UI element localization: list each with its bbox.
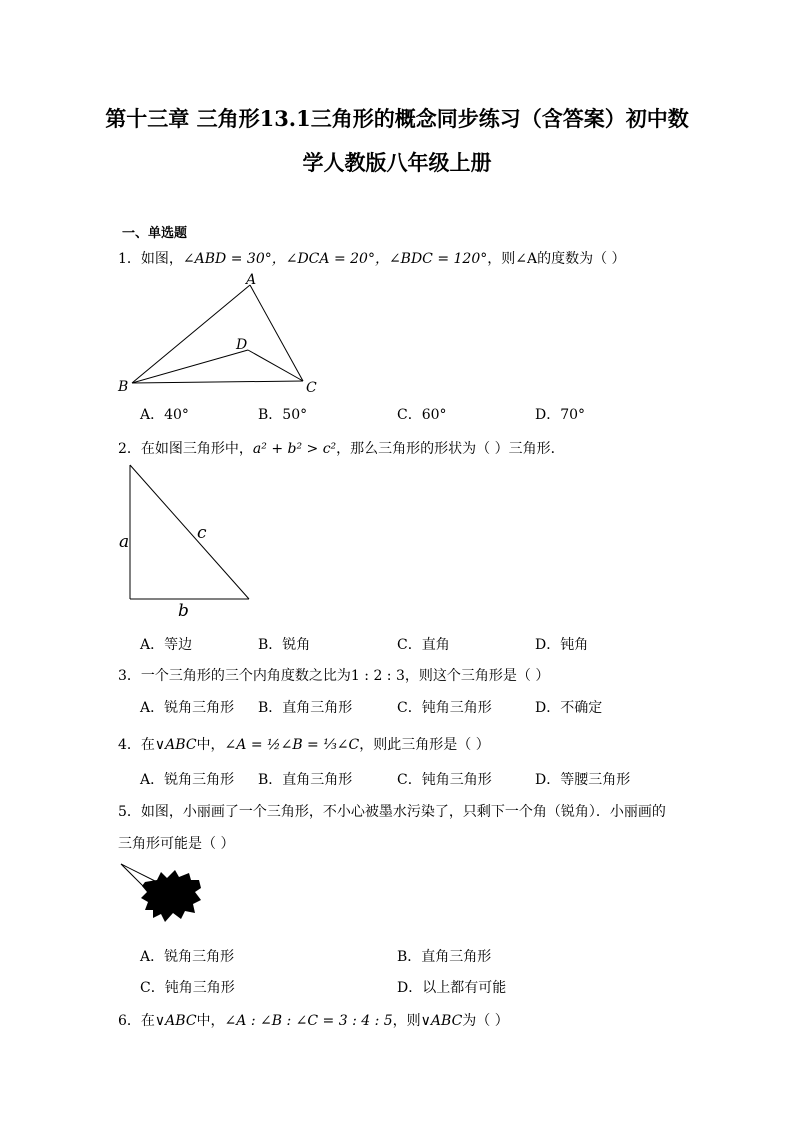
q1-label-d: D bbox=[236, 337, 248, 353]
q1-math: ∠ABD = 30°，∠DCA = 20°，∠BDC = 120° bbox=[182, 251, 488, 267]
q6-math-ratio: ∠A : ∠B : ∠C = 3 : 4 : 5 bbox=[224, 1013, 393, 1029]
q1-label-a: A bbox=[246, 272, 257, 288]
q4-option-a: A．锐角三角形 bbox=[140, 772, 235, 788]
q4-math-angles: ∠A = ½∠B = ⅓∠C bbox=[224, 737, 360, 753]
q5-option-a: A．锐角三角形 bbox=[140, 949, 235, 965]
q5-option-d: D．以上都有可能 bbox=[397, 980, 507, 996]
q1-triangle-figure bbox=[110, 272, 330, 397]
question-5-line2: 三角形可能是（ ） bbox=[118, 836, 235, 852]
q3-option-c: C．钝角三角形 bbox=[397, 700, 492, 716]
q1-option-b: B．50° bbox=[258, 407, 308, 423]
document-title-line2: 学人教版八年级上册 bbox=[302, 150, 492, 175]
q4-math-triangle: ∨ABC bbox=[154, 737, 197, 753]
q2-label-b: b bbox=[178, 601, 189, 620]
question-2: 2．在如图三角形中，a² + b² > c²，那么三角形的形状为（ ）三角形． bbox=[118, 441, 565, 457]
question-3: 3．一个三角形的三个内角度数之比为1 : 2 : 3，则这个三角形是（ ） bbox=[118, 668, 550, 684]
q3-option-d: D．不确定 bbox=[535, 700, 603, 716]
q1-option-c: C．60° bbox=[397, 407, 447, 423]
q4-option-d: D．等腰三角形 bbox=[535, 772, 631, 788]
q2-option-b: B．锐角 bbox=[258, 637, 311, 653]
q4-option-c: C．钝角三角形 bbox=[397, 772, 492, 788]
q3-math: 1 : 2 : 3 bbox=[350, 668, 405, 684]
q3-option-b: B．直角三角形 bbox=[258, 700, 353, 716]
q2-label-a: a bbox=[119, 532, 130, 552]
q6-math-triangle: ∨ABC bbox=[154, 1013, 197, 1029]
q6-math-triangle2: ∨ABC bbox=[420, 1013, 463, 1029]
q1-label-c: C bbox=[306, 380, 317, 396]
q2-option-c: C．直角 bbox=[397, 637, 450, 653]
q5-option-c: C．钝角三角形 bbox=[140, 980, 235, 996]
q2-option-a: A．等边 bbox=[140, 637, 193, 653]
ink-blot-shape bbox=[141, 870, 201, 922]
q2-right-triangle-figure bbox=[112, 460, 262, 620]
q3-option-a: A．锐角三角形 bbox=[140, 700, 235, 716]
q1-option-a: A．40° bbox=[140, 407, 189, 423]
section-heading: 一、单选题 bbox=[122, 226, 188, 241]
question-6: 6．在∨ABC中，∠A : ∠B : ∠C = 3 : 4 : 5，则∨ABC为（ ） bbox=[118, 1013, 509, 1029]
q5-option-b: B．直角三角形 bbox=[397, 949, 492, 965]
q5-ink-blot-figure bbox=[115, 858, 215, 933]
q4-option-b: B．直角三角形 bbox=[258, 772, 353, 788]
q1-option-d: D．70° bbox=[535, 407, 586, 423]
q2-math: a² + b² > c² bbox=[252, 441, 337, 457]
question-1: 1．如图，∠ABD = 30°，∠DCA = 20°，∠BDC = 120°，则∠A的度数为（ ） bbox=[118, 251, 626, 267]
question-5-line1: 5．如图，小丽画了一个三角形，不小心被墨水污染了，只剩下一个角（锐角）．小丽画的 bbox=[118, 804, 666, 820]
question-4: 4．在∨ABC中，∠A = ½∠B = ⅓∠C，则此三角形是（ ） bbox=[118, 737, 490, 753]
q1-label-b: B bbox=[118, 379, 129, 395]
document-title-line1: 第十三章 三角形13.1三角形的概念同步练习（含答案）初中数 bbox=[105, 106, 689, 131]
q2-option-d: D．钝角 bbox=[535, 637, 589, 653]
q2-label-c: c bbox=[197, 523, 207, 543]
